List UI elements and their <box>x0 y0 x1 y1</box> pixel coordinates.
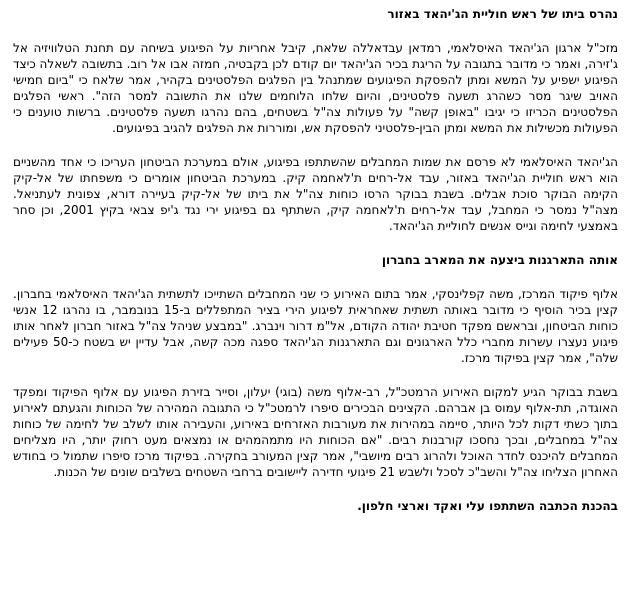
paragraph-chief-of-staff-visit: בשבת בבוקר הגיע למקום האירוע הרמטכ"ל, רב-אלוף משה (בוגי) יעלון, וסייר בזירת הפיגוע עם אלוף הפיקוד ומפקד האוגדה, תת-אלוף עמוס בן אברהם. הקצינים הבכירים סיפרו לרמטכ"ל כי התגובה המהירה של הכוחות והגעתם לאירוע בתוך כשתי דקות לכל היותר, סיימה במהירות את מעורבות האזרחים באירוע, והעבירה אותו לשלב של לחימה של כוחות צה"ל במחבלים, ובכך נחסכו קורבנות רבים. "אם הכוחות היו מתמהמהים או נמצאים מעט רחוק יותר, היו מצליחים המחבלים להיכנס לחדר האוכל ולהרוג רבים מיושבי", אמר קצין המעורב בחקירה. בפיקוד מרכז סיפרו שתמול כי בחודש האחרון הצליחו צה"ל והשב"כ לסכל ולשבש 21 פיגועי חדירה ליישובים ברחבי השטחים בשלבים שונים של הכנות. <box>13 385 618 479</box>
paragraph-terrorists-identity: הג'יהאד האיסלאמי לא פרסם את שמות המחבלים שהשתתפו בפיגוע, אולם במערכת הביטחון העריכו כי אחד מהשניים הוא ראש חוליית הג'יהאד באזור, עבד אל-רחים ת'לאחמה קיק. במערכת הביטחון אומרים כי משפחתו של אל-קיק הקימה הבוקר סוכת אבלים. בשבת בבוקר הרסו כוחות צה"ל את ביתו של אל-קיק בעיירה דורא, צפונית לעתניאל. מצה"ל נמסר כי המחבל, עבד אל-רחים ת'לאחמה קיק, השתתף גם בפיגוע ירי נגד ג'יפ צבאי בקיץ 2001, וכן סחר באמצעי לחימה וגייס אנשים לחוליית הג'יהאד. <box>13 155 618 233</box>
paragraph-islamic-jihad-claim: מזכ"ל ארגון הג'יהאד האיסלאמי, רמדאן עבדאללה שלאח, קיבל אחריות על הפיגוע בשיחה עם תחנת הטלוויזיה אל ג'זירה, ואמר כי מדובר בתגובה על הריגת בכיר הג'יהאד יום קודם לכן בקבטיה, חמזה אבו אל רוב. בתשובה לשאלה כיצד הפיגוע ישפיע על המשא ומתן להפסקת הפיגועים שמתנהל בין הפלגים הפלסטינים בקהיר, אמר שלאח כי "ביום חמישי האויב שיגר מסר כשהרג תשעה פלסטינים, והיום שלחו הלוחמים שלנו את התשובה למסר הזה". ראשי הפלגים הפלסטינים הכריזו כי יגיבו "באופן קשה" על פעולות צה"ל בשטחים, בהם נהרגו תשעה פלסטינים. ברשות טוענים כי הפעולות מכשילות את המשא ומתן הבין-פלסטיני להפסקת אש, ומוררות את הפלגים להגיב בפיגועים. <box>13 41 618 135</box>
article-credit: בהכנת הכתבה השתתפו עלי ואקד וארצי חלפון. <box>357 499 618 513</box>
section-heading-house-demolished: נהרס ביתו של ראש חוליית הג'יהאד באזור <box>387 7 618 21</box>
section-heading-hebron-ambush: אותה התארגנות ביצעה את המארב בחברון <box>381 253 618 267</box>
paragraph-central-command-statement: אלוף פיקוד המרכז, משה קפלינסקי, אמר בתום האירוע כי שני המחבלים השתייכו לתשתית הג'יהאד האיסלאמי בחברון. קצין בכיר הוסיף כי מדובר באותה תשתית שאחראית לפיגוע הירי בציר המתפללים ב-15 בנובמבר, בו נהרגו 12 אנשי כוחות הביטחון, ובראשם מפקד חטיבת יהודה הקודם, אל"מ דרור וינברג. "במבצע שניהל צה"ל באזור חברון לאחר אותו פיגוע נעצרו עשרות מחברי כלל הארגונים וגם התארגנות הג'יהאד ספגה מכה קשה, אבל עדיין יש בשטח כ-50 פעילים שלה", אמר קצין בפיקוד מרכז. <box>13 287 618 365</box>
